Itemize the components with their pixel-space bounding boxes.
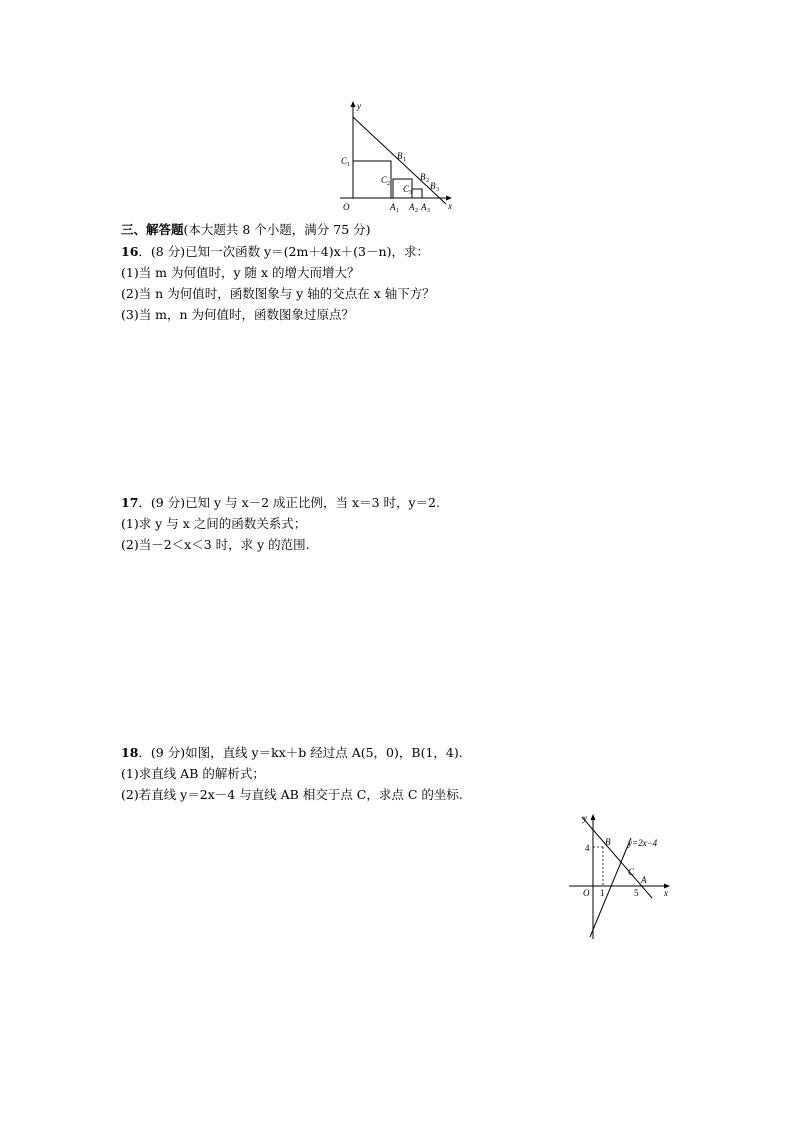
label-A2: A bbox=[409, 202, 415, 212]
q18-part-2: (2)若直线 y＝2x－4 与直线 AB 相交于点 C，求点 C 的坐标. bbox=[121, 787, 463, 802]
section-note: (本大题共 8 个小题，满分 75 分) bbox=[183, 222, 371, 237]
section-title: 三、解答题 bbox=[121, 222, 184, 237]
label-B2: B bbox=[420, 172, 426, 182]
svg-text:1: 1 bbox=[347, 162, 350, 168]
svg-text:2: 2 bbox=[415, 208, 418, 214]
square-3 bbox=[412, 189, 422, 198]
svg-text:3: 3 bbox=[427, 208, 430, 214]
q16-part-1: (1)当 m 为何值时，y 随 x 的增大而增大？ bbox=[121, 265, 360, 280]
q17-stem-text: ．(9 分)已知 y 与 x－2 成正比例，当 x＝3 时，y＝2. bbox=[138, 495, 440, 510]
svg-text:3: 3 bbox=[436, 187, 439, 193]
q16-stem-text: ．(8 分)已知一次函数 y＝(2m＋4)x＋(3－n)，求： bbox=[138, 244, 429, 259]
label-C2: C bbox=[381, 175, 388, 185]
tick-label-5: 5 bbox=[634, 888, 639, 898]
x-axis-arrow bbox=[446, 196, 452, 201]
y-label: y bbox=[583, 813, 587, 823]
staircase-figure bbox=[335, 98, 460, 216]
q18-number: 18 bbox=[121, 745, 139, 760]
q17-part-1: (1)求 y 与 x 之间的函数关系式； bbox=[121, 516, 307, 531]
q16-part-3: (3)当 m，n 为何值时，函数图象过原点？ bbox=[121, 307, 355, 322]
y-axis-arrow bbox=[591, 814, 596, 820]
svg-text:1: 1 bbox=[396, 208, 399, 214]
line-equation-label: y=2x−4 bbox=[628, 838, 658, 848]
line-2x-minus-4 bbox=[590, 838, 631, 937]
x-label: x bbox=[448, 201, 452, 211]
origin-label: O bbox=[343, 202, 350, 212]
x-label: x bbox=[664, 888, 668, 898]
label-A1: A bbox=[390, 202, 396, 212]
label-B1: B bbox=[397, 151, 403, 161]
q16-number: 16 bbox=[121, 244, 139, 259]
y-axis-arrow bbox=[351, 101, 356, 107]
q16-stem bbox=[121, 244, 429, 260]
tick-label-4: 4 bbox=[585, 843, 590, 853]
label-B3: B bbox=[430, 181, 436, 191]
y-label: y bbox=[357, 101, 361, 111]
label-A: A bbox=[641, 875, 647, 885]
tick-label-1: 1 bbox=[600, 888, 605, 898]
section-heading bbox=[121, 222, 371, 238]
q17-part-2: (2)当－2＜x＜3 时，求 y 的范围. bbox=[121, 537, 310, 552]
q18-stem-text: ．(9 分)如图，直线 y＝kx＋b 经过点 A(5，0)，B(1，4). bbox=[138, 745, 463, 760]
q16-part-2: (2)当 n 为何值时，函数图象与 y 轴的交点在 x 轴下方？ bbox=[121, 286, 435, 301]
svg-text:2: 2 bbox=[387, 181, 390, 187]
q18-stem bbox=[121, 745, 463, 761]
label-B: B bbox=[605, 837, 611, 847]
q17-number: 17 bbox=[121, 495, 139, 510]
svg-text:2: 2 bbox=[426, 178, 429, 184]
q18-part-1: (1)求直线 AB 的解析式； bbox=[121, 766, 265, 781]
label-C3: C bbox=[403, 184, 410, 194]
svg-text:3: 3 bbox=[409, 190, 412, 196]
origin-label: O bbox=[583, 888, 590, 898]
svg-text:1: 1 bbox=[403, 157, 406, 163]
label-C1: C bbox=[341, 156, 348, 166]
label-C: C bbox=[628, 867, 635, 877]
q17-stem bbox=[121, 495, 440, 511]
label-A3: A bbox=[421, 202, 427, 212]
intersection-figure bbox=[566, 810, 678, 942]
